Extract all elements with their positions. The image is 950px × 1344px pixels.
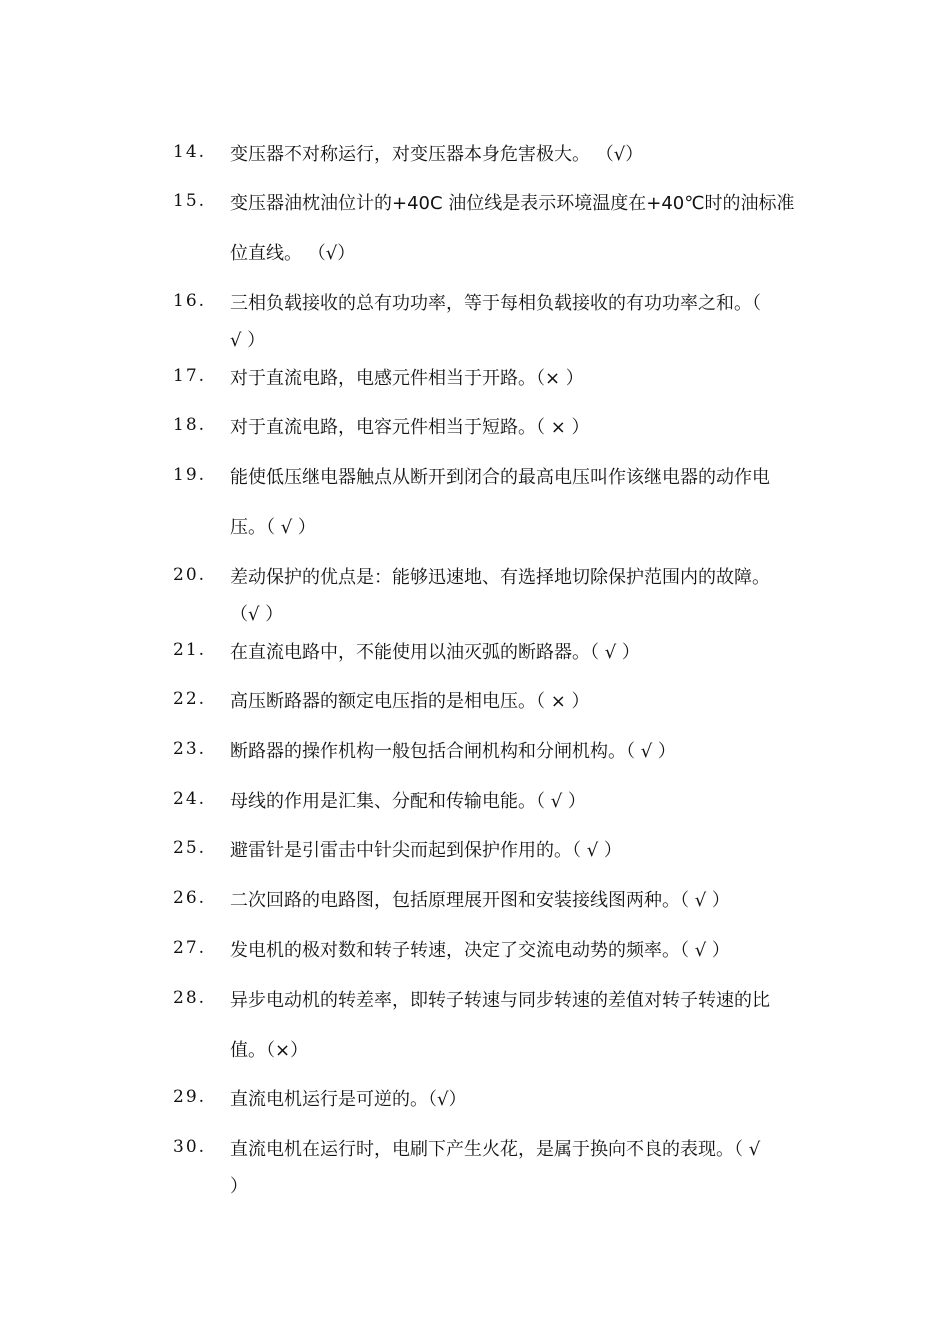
question-text-continued: √ ） — [230, 330, 266, 351]
question-text: 直流电机运行是可逆的。（√） — [230, 1089, 467, 1110]
question-text-continued: 位直线。 （√） — [230, 243, 356, 264]
question-number: 28. — [173, 988, 207, 1008]
question-text-continued: ） — [230, 1176, 248, 1197]
question-number: 26. — [173, 888, 207, 908]
question-text: 对于直流电路，电感元件相当于开路。（× ） — [230, 368, 584, 389]
question-text: 直流电机在运行时，电刷下产生火花，是属于换向不良的表现。（ √ — [230, 1139, 761, 1160]
question-text: 在直流电路中，不能使用以油灭弧的断路器。（ √ ） — [230, 642, 640, 663]
question-text: 高压断路器的额定电压指的是相电压。（ × ） — [230, 691, 590, 712]
question-text-continued: 压。（ √ ） — [230, 517, 316, 538]
question-text: 三相负载接收的总有功功率，等于每相负载接收的有功功率之和。（ — [230, 293, 761, 314]
question-number: 14. — [173, 142, 207, 162]
question-number: 16. — [173, 291, 207, 311]
question-number: 20. — [173, 565, 207, 585]
question-text: 变压器油枕油位计的+40C 油位线是表示环境温度在+40℃时的油标准 — [230, 193, 795, 214]
question-number: 24. — [173, 789, 207, 809]
question-text: 母线的作用是汇集、分配和传输电能。（ √ ） — [230, 791, 586, 812]
question-text: 避雷针是引雷击中针尖而起到保护作用的。（ √ ） — [230, 840, 622, 861]
question-text: 对于直流电路，电容元件相当于短路。（ × ） — [230, 417, 590, 438]
question-text: 能使低压继电器触点从断开到闭合的最高电压叫作该继电器的动作电 — [230, 467, 770, 488]
question-text: 异步电动机的转差率，即转子转速与同步转速的差值对转子转速的比 — [230, 990, 770, 1011]
question-number: 27. — [173, 938, 207, 958]
question-text: 断路器的操作机构一般包括合闸机构和分闸机构。（ √ ） — [230, 741, 676, 762]
question-number: 22. — [173, 689, 207, 709]
question-text: 差动保护的优点是：能够迅速地、有选择地切除保护范围内的故障。 — [230, 567, 770, 588]
question-number: 19. — [173, 465, 207, 485]
question-text: 发电机的极对数和转子转速，决定了交流电动势的频率。（ √ ） — [230, 940, 730, 961]
question-number: 15. — [173, 191, 207, 211]
question-number: 30. — [173, 1137, 207, 1157]
question-number: 17. — [173, 366, 207, 386]
question-number: 21. — [173, 640, 207, 660]
question-text-continued: 值。（×） — [230, 1040, 309, 1061]
question-text: 二次回路的电路图，包括原理展开图和安装接线图两种。（ √ ） — [230, 890, 730, 911]
question-number: 25. — [173, 838, 207, 858]
question-number: 18. — [173, 415, 207, 435]
question-text: 变压器不对称运行，对变压器本身危害极大。 （√） — [230, 144, 644, 165]
question-text-continued: （√ ） — [230, 604, 284, 625]
question-number: 23. — [173, 739, 207, 759]
question-number: 29. — [173, 1087, 207, 1107]
